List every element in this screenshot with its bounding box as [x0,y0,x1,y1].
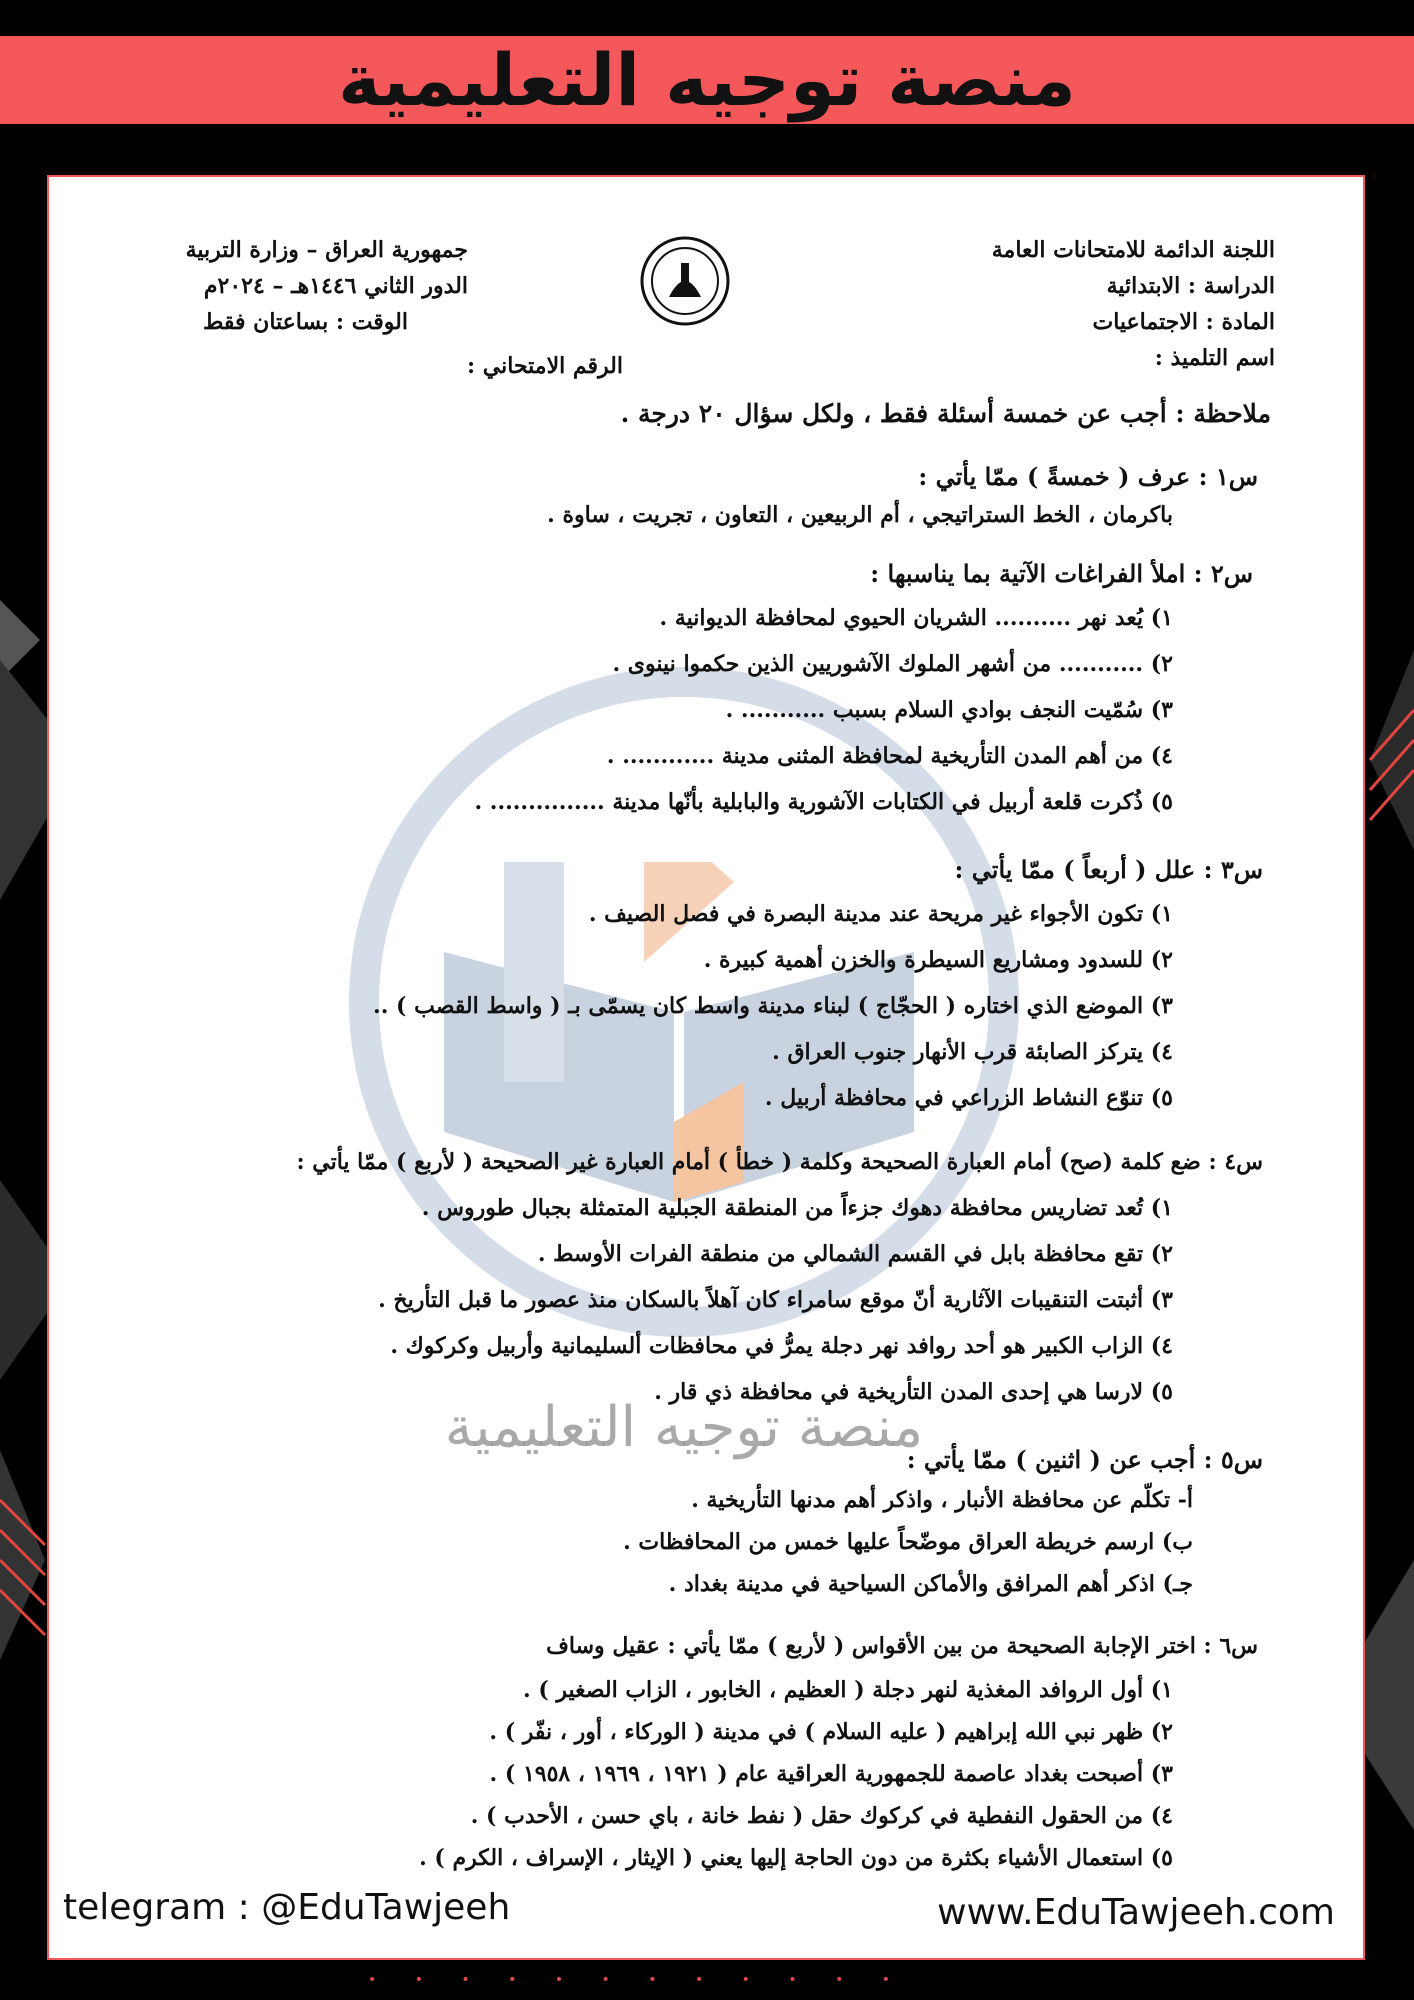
student-name-label: اسم التلميذ : [1154,345,1275,371]
question-3-item: ٥) تنوّع النشاط الزراعي في محافظة أربيل . [764,1085,1173,1111]
header-banner [0,36,1414,124]
exam-time: الوقت : بساعتان فقط [202,309,408,335]
question-3-item: ٢) للسدود ومشاريع السيطرة والخزن أهمية كبيرة . [703,947,1173,973]
question-6-item: ٢) ظهر نبي الله إبراهيم ( عليه السلام ) في مدينة ( الوركاء ، أور ، نفّر ) . [489,1719,1173,1745]
exam-number-label: الرقم الامتحاني : [467,353,623,379]
question-6-title: س٦ : اختر الإجابة الصحيحة من بين الأقواس ( لأربع ) ممّا يأتي : عقيل وساف [546,1633,1258,1659]
question-3-item: ٤) يتركز الصابئة قرب الأنهار جنوب العراق . [772,1039,1173,1065]
telegram-link[interactable]: telegram : @EduTawjeeh [63,1887,511,1928]
question-4-item: ٢) تقع محافظة بابل في القسم الشمالي من منطقة الفرات الأوسط . [537,1241,1173,1267]
exam-session: الدور الثاني ١٤٤٦هـ – ٢٠٢٤م [203,273,468,299]
question-3-title: س٣ : علل ( أربعاً ) ممّا يأتي : [954,855,1263,884]
exam-note: ملاحظة : أجب عن خمسة أسئلة فقط ، ولكل سؤال ٢٠ درجة . [620,399,1271,428]
question-4-item: ١) تُعد تضاريس محافظة دهوك جزءاً من المنطقة الجبلية المتمثلة بجبال طوروس . [421,1195,1173,1221]
banner-title: منصة توجيه التعليمية [338,38,1076,122]
question-3-item: ٣) الموضع الذي اختاره ( الحجّاج ) لبناء مدينة واسط كان يسمّى بـ ( واسط القصب ) .. [373,993,1173,1019]
question-1-terms: باكرمان ، الخط الستراتيجي ، أم الربيعين ، التعاون ، تجريت ، ساوة . [547,502,1173,528]
question-5-item: جـ) اذكر أهم المرافق والأماكن السياحية في مدينة بغداد . [668,1571,1193,1597]
question-5-item: ب) ارسم خريطة العراق موضّحاً عليها خمس من المحافظات . [623,1529,1193,1555]
website-link[interactable]: www.EduTawjeeh.com [937,1892,1335,1933]
question-5-title: س٥ : أجب عن ( اثنين ) ممّا يأتي : [906,1445,1263,1474]
ministry-seal-icon [639,235,731,327]
question-2-item: ٤) من أهم المدن التأريخية لمحافظة المثنى مدينة ............ . [606,743,1173,769]
decorative-dots: • • • • • • • • • • • • [368,1972,908,1988]
question-6-item: ٥) استعمال الأشياء بكثرة من دون الحاجة إليها يعني ( الإيثار ، الإسراف ، الكرم ) . [419,1845,1173,1871]
question-6-item: ٣) أصبحت بغداد عاصمة للجمهورية العراقية عام ( ١٩٢١ ، ١٩٦٩ ، ١٩٥٨ ) . [489,1761,1173,1787]
question-6-item: ٤) من الحقول النفطية في كركوك حقل ( نفط خانة ، باي حسن ، الأحدب ) . [470,1803,1173,1829]
republic-label: جمهورية العراق – وزارة التربية [185,237,468,263]
committee-label: اللجنة الدائمة للامتحانات العامة [991,237,1275,263]
question-2-item: ١) يُعد نهر .......... الشريان الحيوي لمحافظة الديوانية . [659,605,1173,631]
study-level: الدراسة : الابتدائية [1106,273,1275,299]
question-4-item: ٣) أثبتت التنقيبات الآثارية أنّ موقع سامراء كان آهلاً بالسكان منذ عصور ما قبل التأريخ . [378,1287,1173,1313]
question-2-item: ٥) ذُكرت قلعة أربيل في الكتابات الآشورية والبابلية بأنّها مدينة ............... . [474,789,1173,815]
subject-label: المادة : الاجتماعيات [1092,309,1275,335]
question-4-title: س٤ : ضع كلمة (صح) أمام العبارة الصحيحة وكلمة ( خطأ ) أمام العبارة غير الصحيحة ( لأربع ) ممّا يأتي : [296,1149,1263,1175]
question-6-item: ١) أول الروافد المغذية لنهر دجلة ( العظيم ، الخابور ، الزاب الصغير ) . [523,1677,1173,1703]
exam-paper [47,175,1365,1960]
question-5-item: أ- تكلّم عن محافظة الأنبار ، واذكر أهم مدنها التأريخية . [691,1487,1193,1513]
question-3-item: ١) تكون الأجواء غير مريحة عند مدينة البصرة في فصل الصيف . [588,901,1173,927]
question-1-title: س١ : عرف ( خمسةً ) ممّا يأتي : [918,462,1258,491]
question-4-item: ٤) الزاب الكبير هو أحد روافد نهر دجلة يمرُّ في محافظات ألسليمانية وأربيل وكركوك . [390,1333,1173,1359]
question-2-item: ٣) سُمّيت النجف بوادي السلام بسبب ........... . [725,697,1173,723]
watermark-text: منصة توجيه التعليمية [444,1395,924,1460]
question-2-item: ٢) ........... من أشهر الملوك الآشوريين الذين حكموا نينوى . [612,651,1173,677]
question-2-title: س٢ : املأ الفراغات الآتية بما يناسبها : [870,559,1253,588]
question-4-item: ٥) لارسا هي إحدى المدن التأريخية في محافظة ذي قار . [654,1379,1173,1405]
